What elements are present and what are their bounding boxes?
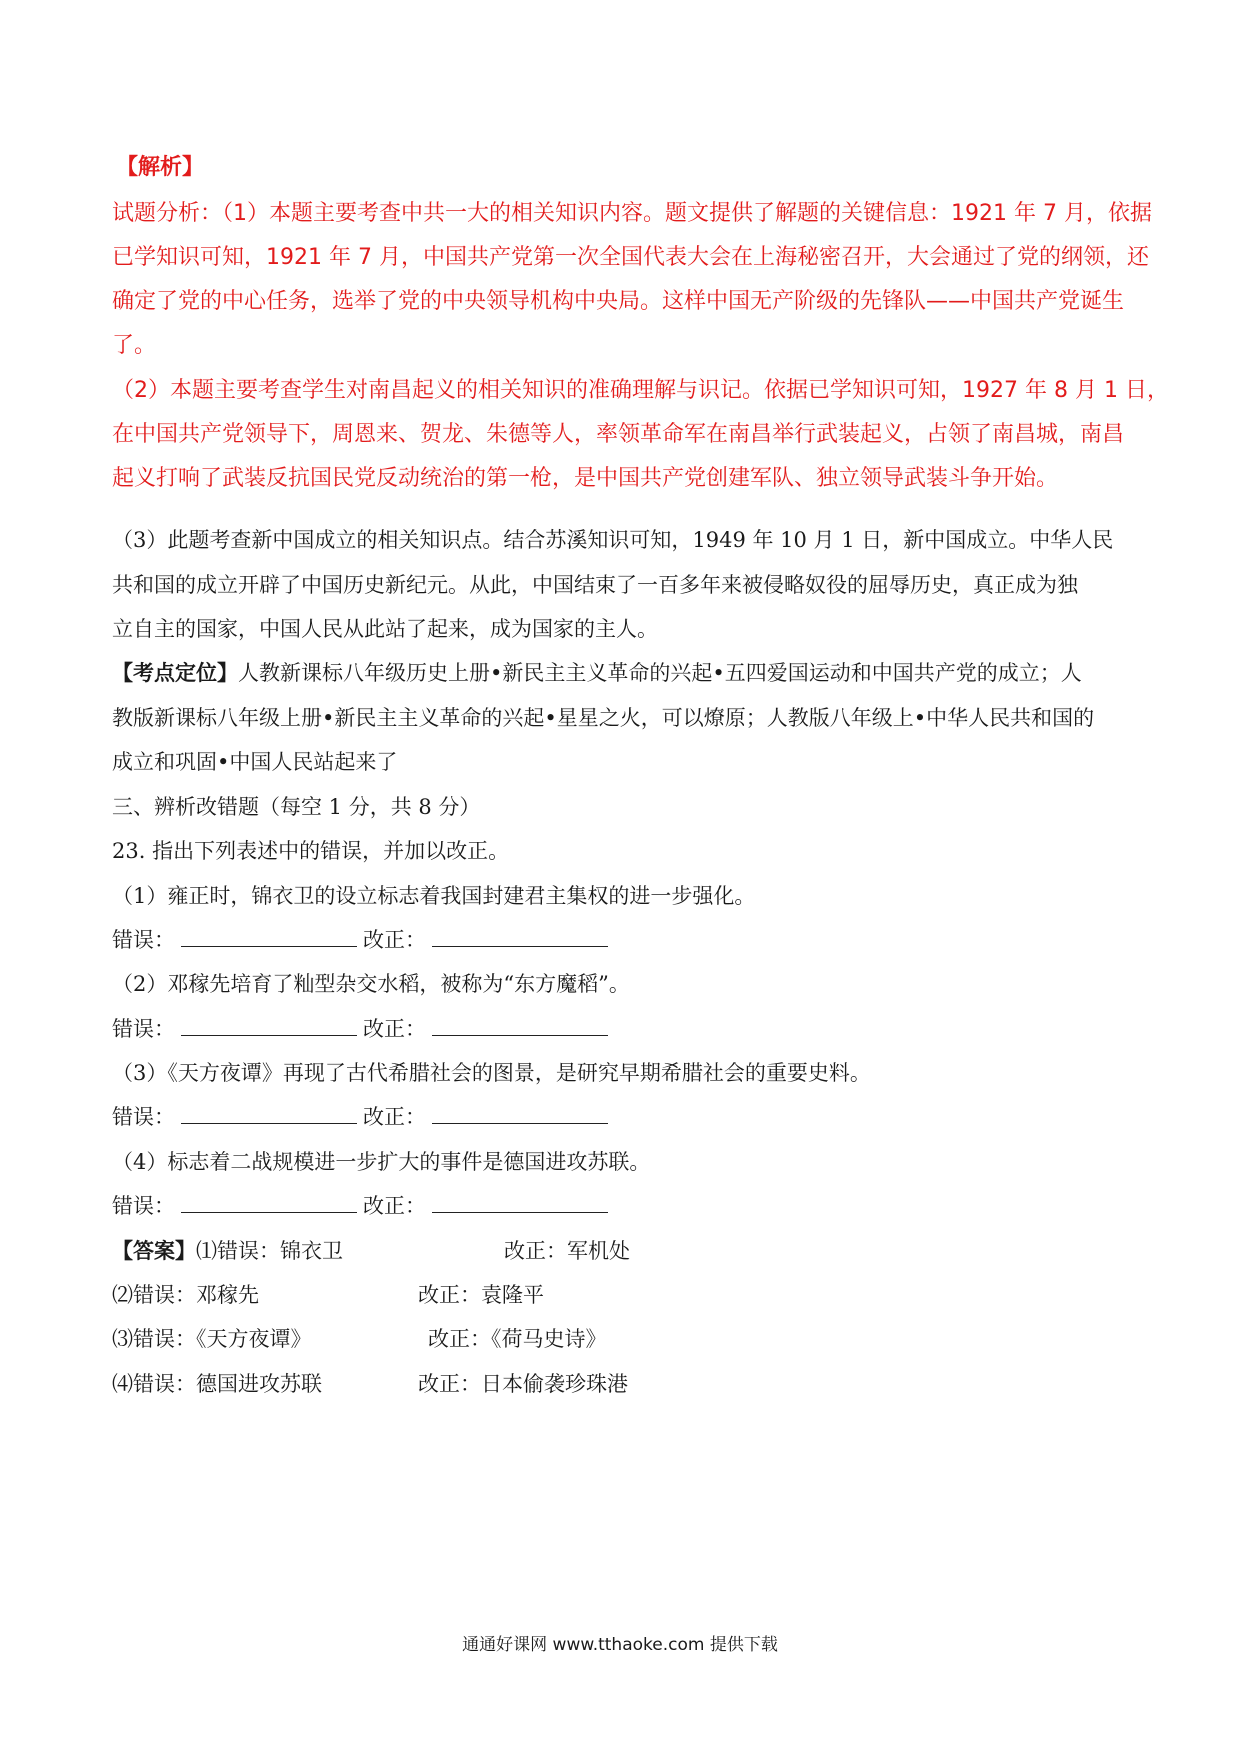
answer-error-3: ⑶错误：《天方夜谭》 (112, 1327, 312, 1351)
analysis-heading: 【解析】 (116, 155, 205, 180)
answer-label: 【答案】 (112, 1238, 196, 1263)
error-blank[interactable] (181, 1103, 357, 1124)
answer-error-1: ⑴错误：锦衣卫 (196, 1239, 343, 1263)
question-23: 23. 指出下列表述中的错误，并加以改正。 (112, 839, 510, 863)
analysis-red-line-7: 起义打响了武装反抗国民党反动统治的第一枪，是中国共产党创建军队、独立领导武装斗争开始。 (112, 466, 1059, 491)
analysis-line-3: 立自主的国家，中国人民从此站了起来，成为国家的主人。 (112, 617, 658, 641)
answer-fix-3: 改正：《荷马史诗》 (428, 1327, 607, 1351)
answer-error-2: ⑵错误：邓稼先 (112, 1283, 259, 1307)
analysis-red-line-2: 已学知识可知，1921 年 7 月，中国共产党第一次全国代表大会在上海秘密召开，大会通过了党的纲领，还 (112, 245, 1149, 270)
error-label: 错误： (112, 1194, 175, 1218)
item-3: （3）《天方夜谭》再现了古代希腊社会的图景，是研究早期希腊社会的重要史料。 (112, 1061, 871, 1085)
analysis-line-2: 共和国的成立开辟了中国历史新纪元。从此，中国结束了一百多年来被侵略奴役的屈辱历史，真正成为独 (112, 573, 1078, 597)
analysis-line-1: （3）此题考查新中国成立的相关知识点。结合苏溪知识可知，1949 年 10 月 1 日，新中国成立。中华人民 (112, 528, 1114, 552)
answer-error-4: ⑷错误：德国进攻苏联 (112, 1372, 322, 1396)
analysis-red-line-6: 在中国共产党领导下，周恩来、贺龙、朱德等人，率领革命军在南昌举行武装起义，占领了南昌城，南昌 (112, 422, 1125, 447)
correct-blank[interactable] (432, 1192, 608, 1213)
answer-row-1 (112, 1237, 343, 1265)
error-blank[interactable] (181, 1015, 357, 1036)
blank-row-1 (112, 926, 614, 954)
page-footer: 通通好课网 www.tthaoke.com 提供下载 (462, 1635, 778, 1655)
correct-label: 改正： (363, 1017, 426, 1041)
kaodian-line-1 (112, 659, 1142, 687)
correct-label: 改正： (363, 928, 426, 952)
kaodian-text-1: 人教新课标八年级历史上册•新民主主义革命的兴起•五四爱国运动和中国共产党的成立；人 (238, 661, 1082, 685)
correct-blank[interactable] (432, 926, 608, 947)
error-blank[interactable] (181, 1192, 357, 1213)
answer-fix-1: 改正：军机处 (504, 1239, 630, 1263)
error-label: 错误： (112, 1105, 175, 1129)
error-blank[interactable] (181, 926, 357, 947)
correct-label: 改正： (363, 1194, 426, 1218)
item-1: （1）雍正时，锦衣卫的设立标志着我国封建君主集权的进一步强化。 (112, 884, 756, 908)
error-label: 错误： (112, 1017, 175, 1041)
blank-row-4 (112, 1192, 614, 1220)
answer-fix-4: 改正：日本偷袭珍珠港 (418, 1372, 628, 1396)
section-title: 三、辨析改错题（每空 1 分，共 8 分） (112, 795, 481, 819)
item-4: （4）标志着二战规模进一步扩大的事件是德国进攻苏联。 (112, 1150, 651, 1174)
analysis-red-line-5: （2）本题主要考查学生对南昌起义的相关知识的准确理解与识记。依据已学知识可知，1927 年 8 月 1 日， (112, 378, 1169, 403)
analysis-red-line-1: 试题分析：（1）本题主要考查中共一大的相关知识内容。题文提供了解题的关键信息：1921 年 7 月，依据 (112, 201, 1152, 226)
blank-row-3 (112, 1103, 614, 1131)
kaodian-line-2: 教版新课标八年级上册•新民主主义革命的兴起•星星之火，可以燎原；人教版八年级上•中华人民共和国的 (112, 706, 1095, 730)
kaodian-label: 【考点定位】 (112, 660, 238, 685)
correct-label: 改正： (363, 1105, 426, 1129)
analysis-red-line-3: 确定了党的中心任务，选举了党的中央领导机构中央局。这样中国无产阶级的先锋队——中国共产党诞生 (112, 289, 1125, 314)
analysis-red-line-4: 了。 (112, 333, 157, 358)
kaodian-line-3: 成立和巩固•中国人民站起来了 (112, 750, 398, 774)
blank-row-2 (112, 1015, 614, 1043)
error-label: 错误： (112, 928, 175, 952)
item-2: （2）邓稼先培育了籼型杂交水稻，被称为“东方魔稻”。 (112, 972, 630, 996)
answer-fix-2: 改正：袁隆平 (418, 1283, 544, 1307)
correct-blank[interactable] (432, 1015, 608, 1036)
correct-blank[interactable] (432, 1103, 608, 1124)
